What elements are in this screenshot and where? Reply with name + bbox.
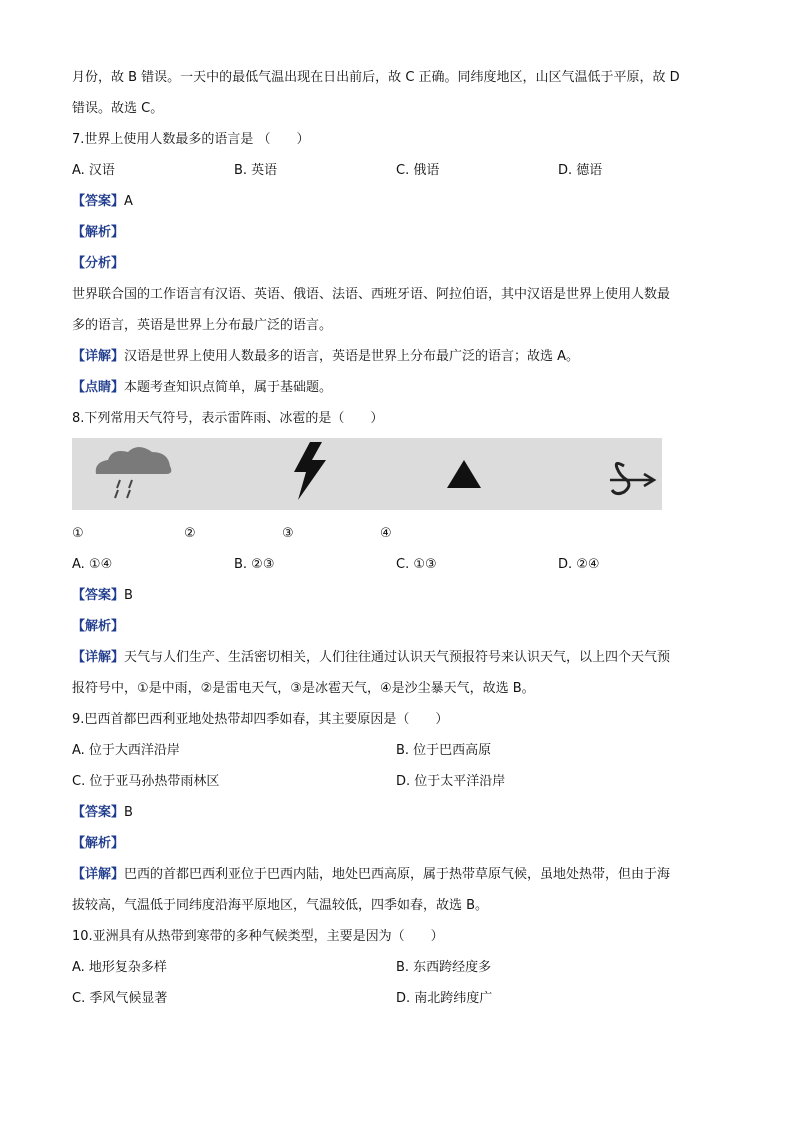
option-d: D. 德语	[558, 163, 603, 178]
question-7-stem: 7.世界上使用人数最多的语言是 （ ）	[72, 132, 310, 147]
detail-line	[72, 859, 724, 890]
fenxi-tag: 【分析】	[72, 256, 125, 271]
detail-line	[72, 341, 724, 372]
option-a: A. 位于大西洋沿岸	[72, 743, 180, 758]
text-line: 世界联合国的工作语言有汉语、英语、俄语、法语、西班牙语、阿拉伯语，其中汉语是世界上使用人数最	[72, 287, 671, 302]
dianjing-line	[72, 372, 724, 403]
analysis-line	[72, 217, 724, 248]
option-a: A. 汉语	[72, 163, 115, 178]
option-b: B. 位于巴西高原	[396, 743, 492, 758]
question-9-stem: 9.巴西首都巴西利亚地处热带却四季如春，其主要原因是（ ）	[72, 712, 449, 727]
answer-line	[72, 580, 724, 611]
option-c: C. ①③	[396, 557, 437, 572]
option-d: D. ②④	[558, 557, 600, 572]
answer-line	[72, 186, 724, 217]
detail-text: 汉语是世界上使用人数最多的语言，英语是世界上分布最广泛的语言；故选 A。	[124, 349, 580, 364]
analysis-line	[72, 611, 724, 642]
answer-value: B	[124, 588, 133, 603]
answer-value: B	[124, 805, 133, 820]
text-line: 报符号中，①是中雨，②是雷电天气，③是冰雹天气，④是沙尘暴天气，故选 B。	[72, 681, 535, 696]
answer-value: A	[124, 194, 133, 209]
option-b: B. ②③	[234, 557, 275, 572]
question-7-options	[72, 155, 724, 186]
detail-text: 巴西的首都巴西利亚位于巴西内陆，地处巴西高原，属于热带草原气候，虽地处热带，但由于海	[124, 867, 671, 882]
option-d: D. 南北跨纬度广	[396, 991, 493, 1006]
detail-text: 天气与人们生产、生活密切相关，人们往往通过认识天气预报符号来认识天气，以上四个天气预	[124, 650, 671, 665]
option-a: A. 地形复杂多样	[72, 960, 167, 975]
analysis-tag: 【解析】	[72, 836, 125, 851]
dianjing-text: 本题考查知识点简单，属于基础题。	[124, 380, 333, 395]
analysis-line	[72, 828, 724, 859]
symbol-label-2: ②	[184, 526, 196, 541]
analysis-tag: 【解析】	[72, 225, 125, 240]
symbol-label-3: ③	[282, 526, 294, 541]
option-c: C. 俄语	[396, 163, 440, 178]
detail-tag: 【详解】	[72, 349, 125, 364]
detail-tag: 【详解】	[72, 867, 125, 882]
lightning-icon	[294, 442, 326, 500]
symbol-label-4: ④	[380, 526, 392, 541]
hail-triangle-icon	[447, 460, 481, 488]
question-8-options	[72, 549, 724, 580]
question-10-options-row2	[72, 983, 724, 1014]
sandstorm-icon	[610, 463, 654, 493]
option-d: D. 位于太平洋沿岸	[396, 774, 506, 789]
symbol-labels	[72, 518, 724, 549]
text-line: 月份，故 B 错误。一天中的最低气温出现在日出前后，故 C 正确。同纬度地区，山区气温低于平原，故 D	[72, 70, 680, 85]
question-10-options-row1	[72, 952, 724, 983]
option-c: C. 季风气候显著	[72, 991, 168, 1006]
question-9-options-row1	[72, 735, 724, 766]
question-9-options-row2	[72, 766, 724, 797]
text-line: 拔较高，气温低于同纬度沿海平原地区，气温较低，四季如春，故选 B。	[72, 898, 489, 913]
answer-tag: 【答案】	[72, 194, 125, 209]
option-c: C. 位于亚马孙热带雨林区	[72, 774, 220, 789]
symbol-label-1: ①	[72, 526, 84, 541]
text-line: 多的语言，英语是世界上分布最广泛的语言。	[72, 318, 333, 333]
analysis-tag: 【解析】	[72, 619, 125, 634]
dianjing-tag: 【点睛】	[72, 380, 125, 395]
answer-line	[72, 797, 724, 828]
detail-tag: 【详解】	[72, 650, 125, 665]
question-8-stem: 8.下列常用天气符号，表示雷阵雨、冰雹的是（ ）	[72, 411, 384, 426]
answer-tag: 【答案】	[72, 588, 125, 603]
option-b: B. 东西跨经度多	[396, 960, 492, 975]
rain-cloud-icon	[96, 447, 172, 498]
question-10-stem: 10.亚洲具有从热带到寒带的多种气候类型，主要是因为（ ）	[72, 929, 444, 944]
detail-line	[72, 642, 724, 673]
text-line: 错误。故选 C。	[72, 101, 164, 116]
fenxi-line	[72, 248, 724, 279]
answer-tag: 【答案】	[72, 805, 125, 820]
option-a: A. ①④	[72, 557, 113, 572]
weather-symbols-figure	[72, 438, 662, 510]
document-page	[72, 62, 724, 1014]
option-b: B. 英语	[234, 163, 278, 178]
